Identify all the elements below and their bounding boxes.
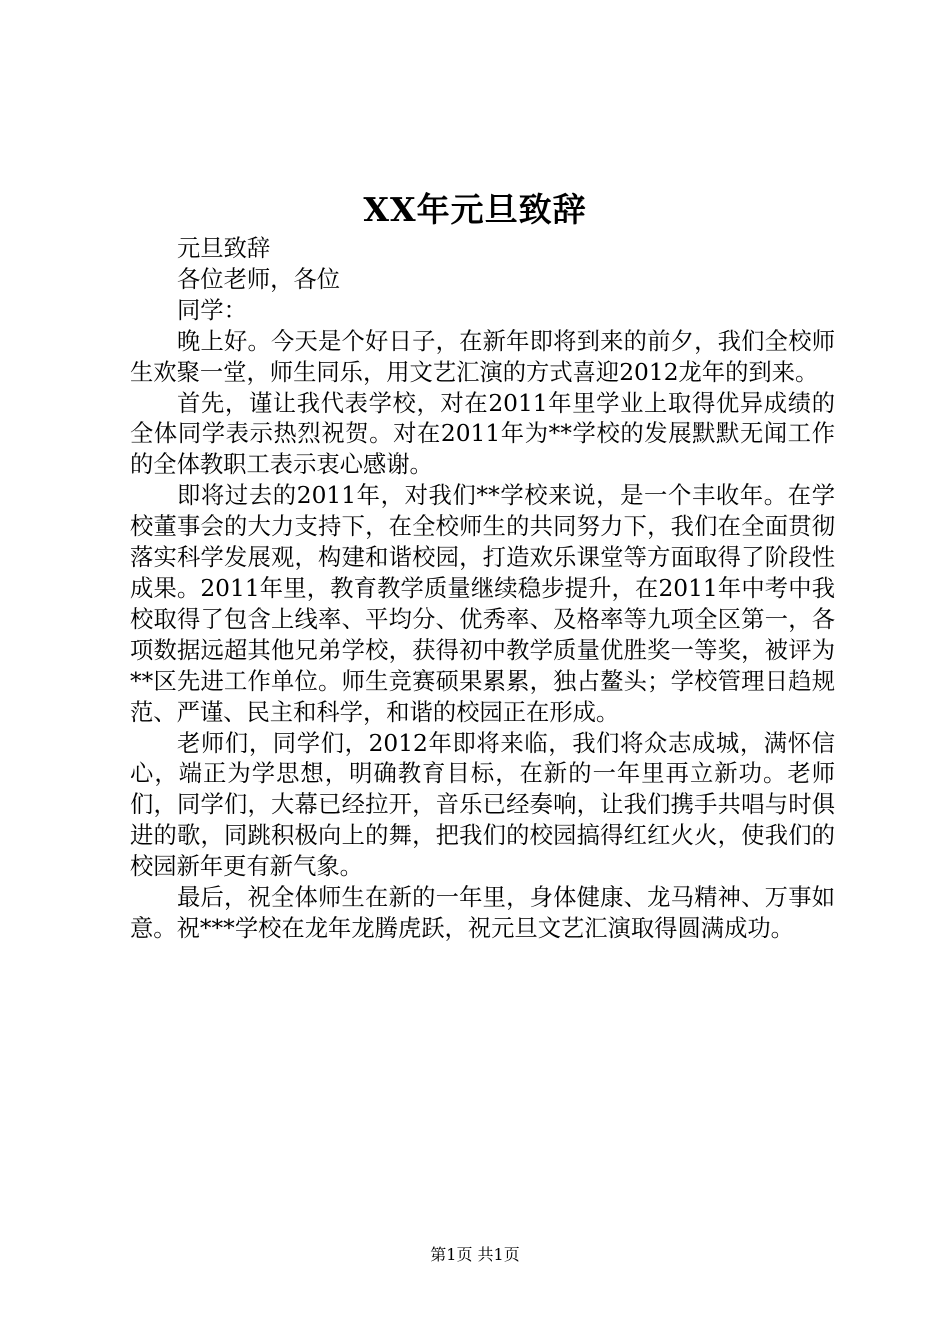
document-title: XX年元旦致辞 [363, 190, 587, 229]
paragraph-achievements: 即将过去的2011年，对我们**学校来说，是一个丰收年。在学校董事会的大力支持下，在全校师生的共同努力下，我们在全面贯彻落实科学发展观，构建和谐校园，打造欢乐课堂等方面取得了阶段性成果。2011年里，教育教学质量继续稳步提升，在2011年中考中我校取得了包含上线率、平均分、优秀率、及格率等九项全区第一，各项数据远超其他兄弟学校，获得初中教学质量优胜奖一等奖，被评为**区先进工作单位。师生竞赛硕果累累，独占鳌头；学校管理日趋规范、严谨、民主和科学，和谐的校园正在形成。 [130, 482, 835, 726]
paragraph-greeting: 晚上好。今天是个好日子，在新年即将到来的前夕，我们全校师生欢聚一堂，师生同乐，用文艺汇演的方式喜迎2012龙年的到来。 [130, 327, 835, 386]
document-body [130, 234, 835, 945]
salutation-heading: 元旦致辞 [177, 235, 271, 262]
salutation-line-2: 同学： [177, 296, 247, 324]
paragraph-thanks: 首先，谨让我代表学校，对在2011年里学业上取得优异成绩的全体同学表示热烈祝贺。对在2011年为**学校的发展默默无闻工作的全体教职工表示衷心感谢。 [130, 389, 835, 479]
paragraph-outlook: 老师们，同学们，2012年即将来临，我们将众志成城，满怀信心，端正为学思想，明确教育目标，在新的一年里再立新功。老师们，同学们，大幕已经拉开，音乐已经奏响，让我们携手共唱与时俱进的歌，同跳积极向上的舞，把我们的校园搞得红红火火，使我们的校园新年更有新气象。 [130, 729, 835, 881]
salutation-line-1: 各位老师，各位 [177, 265, 341, 293]
paragraph-closing: 最后，祝全体师生在新的一年里，身体健康、龙马精神、万事如意。祝***学校在龙年龙腾虎跃，祝元旦文艺汇演取得圆满成功。 [130, 884, 835, 942]
page-number-footer: 第1页 共1页 [430, 1245, 520, 1264]
